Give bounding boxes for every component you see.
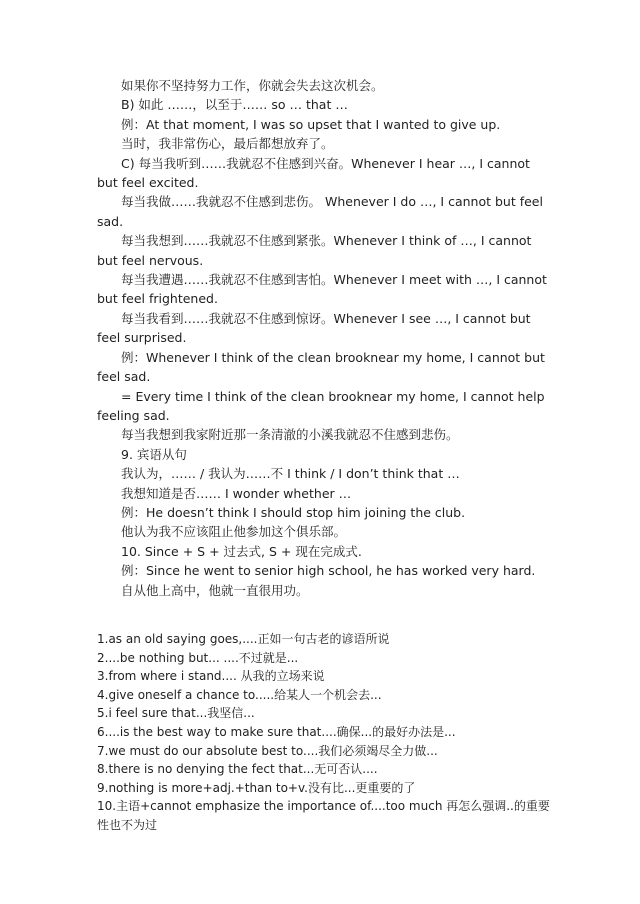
text-line: 每当我看到……我就忍不住感到惊讶。Whenever I see …, I cannot but feel surprised. bbox=[97, 310, 531, 346]
text-line: 如果你不坚持努力工作，你就会失去这次机会。 bbox=[121, 78, 384, 93]
list-item: 8.there is no denying the fect that...无可否认.... bbox=[97, 762, 378, 777]
text-line: 我想知道是否…… I wonder whether … bbox=[121, 485, 352, 501]
list-item: 3.from where i stand.... 从我的立场来说 bbox=[97, 669, 325, 684]
text-line: 每当我遭遇……我就忍不住感到害怕。Whenever I meet with …, I cannot but feel frightened. bbox=[97, 272, 547, 307]
text-line: 每当我想到……我就忍不住感到紧张。Whenever I think of …, I cannot but feel nervous. bbox=[97, 233, 532, 268]
text-line: 当时，我非常伤心，最后都想放弃了。 bbox=[121, 136, 334, 152]
text-line: 例：Since he went to senior high school, he has worked very hard. bbox=[121, 563, 536, 579]
section-heading: 10. Since + S + 过去式, S + 现在完成式. bbox=[121, 543, 362, 559]
text-line: 每当我做……我就忍不住感到悲伤。 Whenever I do …, I cannot but feel sad. bbox=[97, 194, 543, 229]
list-item: 5.i feel sure that...我坚信... bbox=[97, 706, 255, 721]
text-line: 例：Whenever I think of the clean brooknear my home, I cannot but feel sad. bbox=[97, 349, 545, 385]
text-line: 每当我想到我家附近那一条清澈的小溪我就忍不住感到悲伤。 bbox=[121, 427, 459, 443]
text-line: 例：At that moment, I was so upset that I wanted to give up. bbox=[121, 116, 501, 132]
text-line: 他认为我不应该阻止他参加这个俱乐部。 bbox=[121, 524, 347, 540]
list-item: 7.we must do our absolute best to....我们必须竭尽全力做... bbox=[97, 743, 438, 758]
list-item: 2....be nothing but... ....不过就是... bbox=[97, 650, 299, 665]
phrase-list-section bbox=[97, 630, 557, 835]
text-line: B) 如此 ……，以至于…… so … that … bbox=[121, 97, 348, 113]
list-item: 1.as an old saying goes,....正如一句古老的谚语所说 bbox=[97, 632, 390, 646]
text-line: 自从他上高中，他就一直很用功。 bbox=[121, 582, 309, 598]
text-line: 我认为，…… / 我认为……不 I think / I don’t think that … bbox=[121, 466, 460, 482]
text-line: 例：He doesn’t think I should stop him joining the club. bbox=[121, 504, 466, 520]
list-item: 4.give oneself a chance to.....给某人一个机会去... bbox=[97, 687, 382, 702]
text-line: C) 每当我听到……我就忍不住感到兴奋。Whenever I hear …, I cannot but feel excited. bbox=[97, 155, 530, 191]
text-line: = Every time I think of the clean brooknear my home, I cannot help feeling sad. bbox=[97, 388, 545, 423]
section-heading: 9. 宾语从句 bbox=[121, 446, 187, 462]
list-item: 6....is the best way to make sure that....确保...的最好办法是... bbox=[97, 724, 456, 739]
grammar-notes-section bbox=[97, 76, 549, 600]
list-item: 10.主语+cannot emphasize the importance of....too much 再怎么强调..的重要性也不为过 bbox=[97, 799, 550, 832]
list-item: 9.nothing is more+adj.+than to+v.没有比...更重要的了 bbox=[97, 780, 416, 795]
